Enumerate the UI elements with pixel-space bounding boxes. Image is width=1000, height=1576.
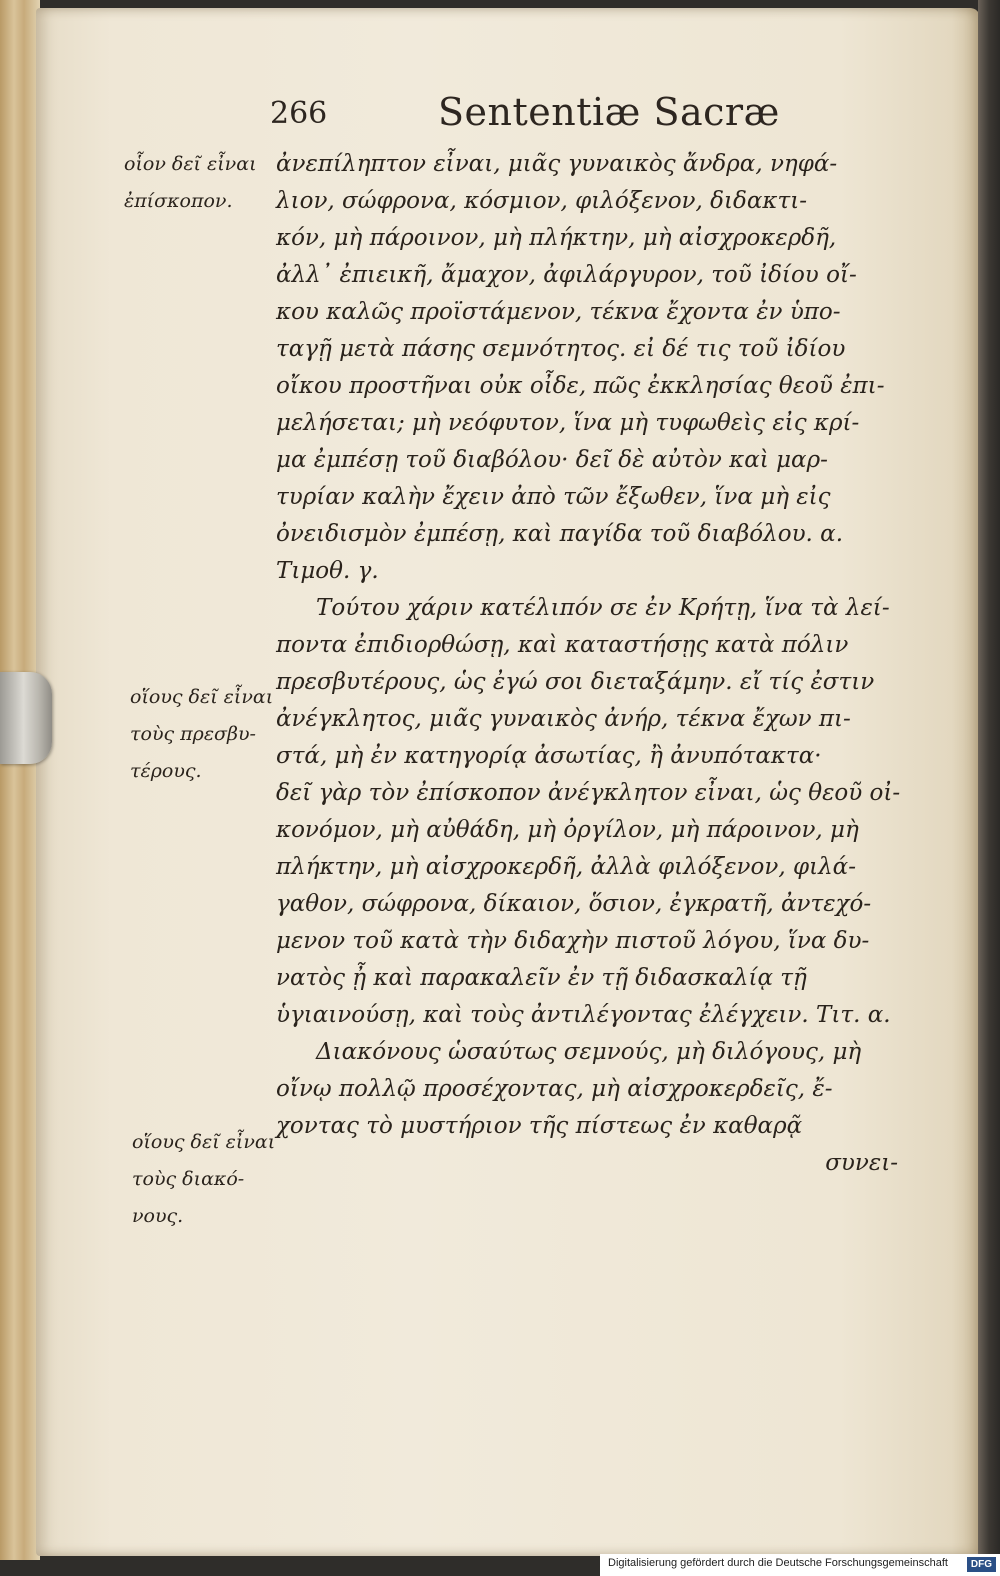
footer-credit-bar — [600, 1554, 1000, 1576]
gloss-line: τοὺς διακό- — [132, 1168, 245, 1190]
text-line: ποντα ἐπιδιορθώσῃ, καὶ καταστήσῃς κατὰ πόλιν — [276, 632, 849, 658]
text-line: κόν, μὴ πάροινον, μὴ πλήκτην, μὴ αἰσχροκερδῆ, — [276, 225, 837, 251]
text-line: ὑγιαινούσῃ, καὶ τοὺς ἀντιλέγοντας ἐλέγχειν. Τιτ. α. — [276, 1002, 891, 1028]
book-edge — [0, 0, 40, 1560]
running-title: Sententiæ Sacræ — [438, 90, 780, 134]
catchword: συνει- — [825, 1150, 898, 1176]
text-line: μα ἐμπέσῃ τοῦ διαβόλου· δεῖ δὲ αὐτὸν καὶ μαρ- — [276, 447, 828, 473]
running-head — [270, 90, 910, 134]
book-binding-edge — [978, 0, 1000, 1576]
margin-gloss-bishop — [124, 146, 257, 220]
gloss-line: ἐπίσκοπον. — [124, 190, 233, 212]
text-line: Τούτου χάριν κατέλιπόν σε ἐν Κρήτῃ, ἵνα τὰ λεί- — [316, 595, 890, 621]
text-line: Διακόνους ὡσαύτως σεμνούς, μὴ διλόγους, μὴ — [316, 1039, 862, 1065]
text-line: ἀλλ᾽ ἐπιεικῆ, ἄμαχον, ἀφιλάργυρον, τοῦ ἰδίου οἴ- — [276, 262, 857, 288]
gloss-line: τέρους. — [130, 760, 202, 782]
text-line: λιον, σώφρονα, κόσμιον, φιλόξενον, διδακτι- — [276, 188, 807, 214]
footer-credit: Digitalisierung gefördert durch die Deutsche Forschungsgemeinschaft — [608, 1557, 948, 1569]
text-line: στά, μὴ ἐν κατηγορίᾳ ἀσωτίας, ἢ ἀνυπότακτα· — [276, 743, 822, 769]
text-line: τυρίαν καλὴν ἔχειν ἀπὸ τῶν ἔξωθεν, ἵνα μὴ εἰς — [276, 484, 831, 510]
text-line: γαθον, σώφρονα, δίκαιον, ὅσιον, ἐγκρατῆ, ἀντεχό- — [276, 891, 872, 917]
gloss-line: οἵους δεῖ εἶναι — [132, 1131, 276, 1153]
dfg-logo: DFG — [967, 1557, 996, 1572]
gloss-line: οἷον δεῖ εἶναι — [124, 153, 257, 175]
text-line: ἀνέγκλητος, μιᾶς γυναικὸς ἀνήρ, τέκνα ἔχων πι- — [276, 706, 851, 732]
text-line: μενον τοῦ κατὰ τὴν διδαχὴν πιστοῦ λόγου, ἵνα δυ- — [276, 928, 870, 954]
text-line: νατὸς ᾖ καὶ παρακαλεῖν ἐν τῇ διδασκαλίᾳ τῇ — [276, 965, 807, 991]
text-line: κου καλῶς προϊστάμενον, τέκνα ἔχοντα ἐν ὑπο- — [276, 299, 841, 325]
text-line: δεῖ γὰρ τὸν ἐπίσκοπον ἀνέγκλητον εἶναι, ὡς θεοῦ οἰ- — [276, 780, 901, 806]
text-line: χοντας τὸ μυστήριον τῆς πίστεως ἐν καθαρᾷ — [276, 1113, 803, 1139]
page-number: 266 — [270, 96, 328, 131]
gloss-line: τοὺς πρεσβυ- — [130, 723, 256, 745]
text-line: πρεσβυτέρους, ὡς ἐγώ σοι διεταξάμην. εἴ τίς ἐστιν — [276, 669, 875, 695]
text-line: μελήσεται; μὴ νεόφυτον, ἵνα μὴ τυφωθεὶς εἰς κρί- — [276, 410, 860, 436]
text-line: οἴκου προστῆναι οὐκ οἶδε, πῶς ἐκκλησίας θεοῦ ἐπι- — [276, 373, 885, 399]
margin-gloss-deacons — [132, 1124, 275, 1235]
gloss-line: νους. — [132, 1205, 184, 1227]
book-clasp — [0, 672, 52, 764]
text-line: ταγῇ μετὰ πάσης σεμνότητος. εἰ δέ τις τοῦ ἰδίου — [276, 336, 846, 362]
text-line: πλήκτην, μὴ αἰσχροκερδῆ, ἀλλὰ φιλόξενον, φιλά- — [276, 854, 856, 880]
text-line: κονόμον, μὴ αὐθάδη, μὴ ὀργίλον, μὴ πάροινον, μὴ — [276, 817, 859, 843]
body-text — [276, 146, 906, 1182]
text-line: Τιμοθ. γ. — [276, 558, 379, 584]
text-line: ἀνεπίληπτον εἶναι, μιᾶς γυναικὸς ἄνδρα, νηφά- — [276, 151, 838, 177]
text-line: ὀνειδισμὸν ἐμπέσῃ, καὶ παγίδα τοῦ διαβόλου. α. — [276, 521, 844, 547]
gloss-line: οἵους δεῖ εἶναι — [130, 686, 274, 708]
text-line: οἴνῳ πολλῷ προσέχοντας, μὴ αἰσχροκερδεῖς, ἔ- — [276, 1076, 833, 1102]
margin-gloss-presbyters — [130, 679, 273, 790]
